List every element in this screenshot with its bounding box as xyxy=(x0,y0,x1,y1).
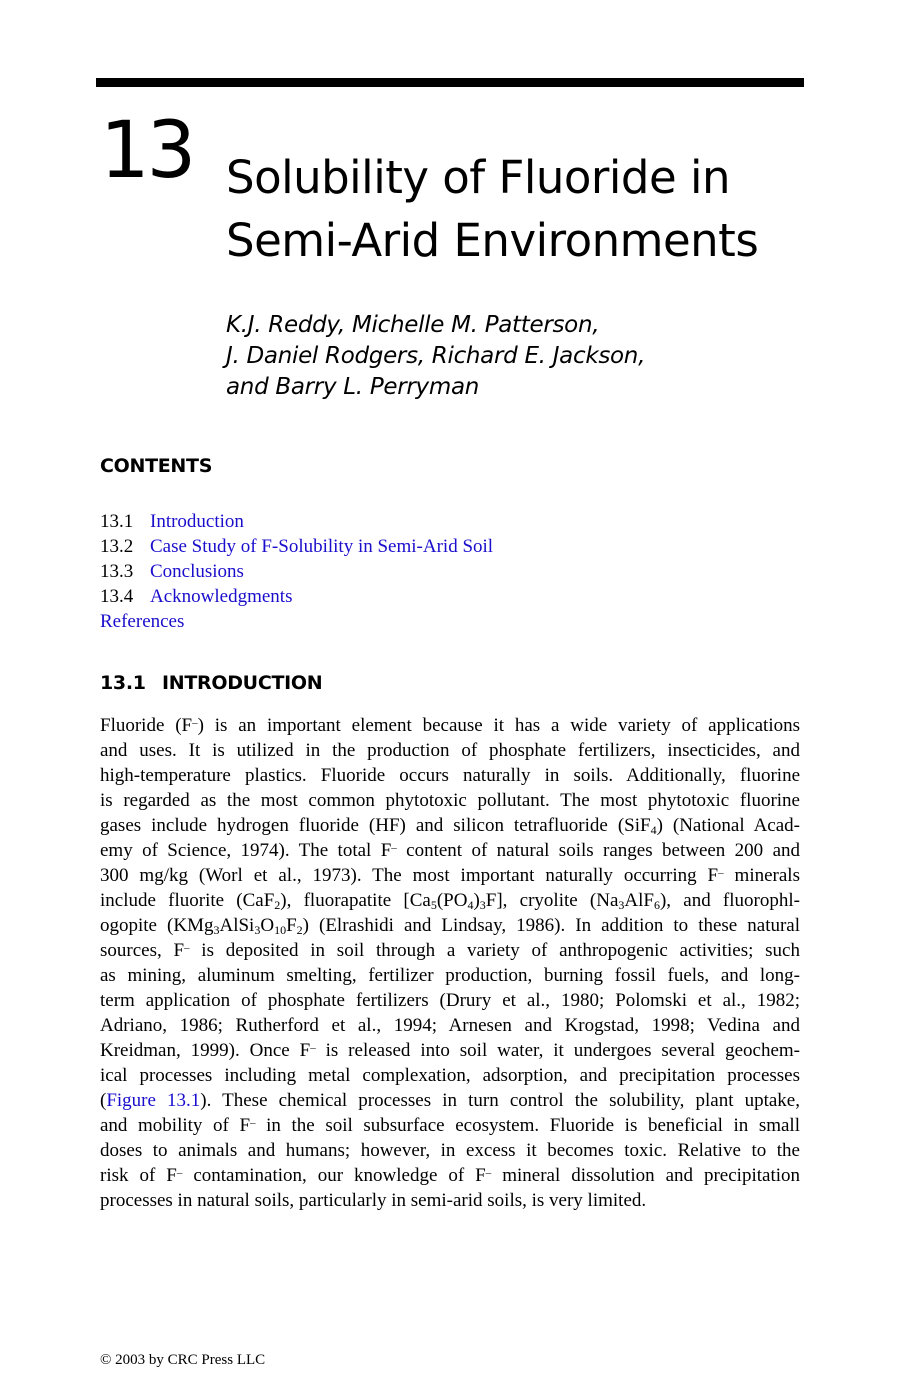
toc-item xyxy=(100,509,493,534)
text-line: is regarded as the most common phytotoxic pollutant. The most phytotoxic fluorine xyxy=(100,790,800,811)
body-paragraph xyxy=(100,713,800,1213)
text-line: ical processes including metal complexation, adsorption, and precipitation processes xyxy=(100,1065,800,1086)
toc-link-acknowledgments[interactable]: Acknowledgments xyxy=(150,586,293,607)
section-title: INTRODUCTION xyxy=(162,672,323,694)
text-line: (Figure 13.1). These chemical processes in turn control the solubility, plant uptake, xyxy=(100,1090,800,1111)
author-line: and Barry L. Perryman xyxy=(226,374,480,400)
text-line: and mobility of F– in the soil subsurface ecosystem. Fluoride is beneficial in small xyxy=(100,1115,800,1136)
chapter-number: 13 xyxy=(100,106,194,196)
text-line: Kreidman, 1999). Once F– is released into soil water, it undergoes several geochem- xyxy=(100,1040,800,1061)
text-line: doses to animals and humans; however, in excess it becomes toxic. Relative to the xyxy=(100,1140,800,1161)
chapter-title xyxy=(226,146,826,272)
text-line: and uses. It is utilized in the production of phosphate fertilizers, insecticides, and xyxy=(100,740,800,761)
toc-item xyxy=(100,534,493,559)
text-line: Fluoride (F–) is an important element because it has a wide variety of applications xyxy=(100,715,800,736)
contents-heading: CONTENTS xyxy=(100,455,213,477)
chapter-title-line: Semi-Arid Environments xyxy=(226,214,759,267)
table-of-contents xyxy=(100,509,493,634)
toc-item xyxy=(100,609,493,634)
text-line: include fluorite (CaF$_2$), fluorapatite $[Ca_5(PO_4)_3F]$, cryolite $(Na_3AlF_6)$, and fluorophl- xyxy=(100,890,800,912)
figure-13-1-link[interactable]: Figure 13.1 xyxy=(106,1090,201,1111)
text-line: processes in natural soils, particularly in semi-arid soils, is very limited. xyxy=(100,1190,647,1211)
toc-link-conclusions[interactable]: Conclusions xyxy=(150,561,244,582)
author-list xyxy=(226,310,645,403)
toc-item-number: 13.3 xyxy=(100,561,134,582)
author-line: K.J. Reddy, Michelle M. Patterson, xyxy=(226,312,600,338)
toc-item-number: 13.2 xyxy=(100,536,134,557)
text-line: emy of Science, 1974). The total F– content of natural soils ranges between 200 and xyxy=(100,840,801,861)
text-line: high-temperature plastics. Fluoride occurs naturally in soils. Additionally, fluorine xyxy=(100,765,800,786)
toc-item-number: 13.1 xyxy=(100,511,134,532)
text-line: Adriano, 1986; Rutherford et al., 1994; Arnesen and Krogstad, 1998; Vedina and xyxy=(100,1015,800,1036)
text-line: gases include hydrogen fluoride (HF) and silicon tetrafluoride (SiF$_4$) (National Acad- xyxy=(100,815,800,837)
section-number: 13.1 xyxy=(100,672,146,694)
toc-link-case-study[interactable]: Case Study of F-Solubility in Semi-Arid Soil xyxy=(150,536,494,557)
toc-item xyxy=(100,559,493,584)
text-line: ogopite $(KMg_3AlSi_3O_{10}F_2)$ (Elrashidi and Lindsay, 1986). In addition to these natural xyxy=(100,915,801,937)
text-line: sources, F– is deposited in soil through a variety of anthropogenic activities; such xyxy=(100,940,800,961)
chapter-top-rule xyxy=(96,78,804,87)
toc-link-introduction[interactable]: Introduction xyxy=(150,511,244,532)
author-line: J. Daniel Rodgers, Richard E. Jackson, xyxy=(226,343,646,369)
toc-item xyxy=(100,584,493,609)
text-line: 300 mg/kg (Worl et al., 1973). The most important naturally occurring F– minerals xyxy=(100,865,800,886)
text-line: as mining, aluminum smelting, fertilizer production, burning fossil fuels, and long- xyxy=(100,965,800,986)
copyright-footer: © 2003 by CRC Press LLC xyxy=(100,1352,266,1368)
toc-item-number: 13.4 xyxy=(100,586,134,607)
text-line: term application of phosphate fertilizers (Drury et al., 1980; Polomski et al., 1982; xyxy=(100,990,800,1011)
toc-link-references[interactable]: References xyxy=(100,611,185,632)
chapter-title-line: Solubility of Fluoride in xyxy=(226,151,730,204)
section-heading xyxy=(100,672,322,694)
text-line: risk of F– contamination, our knowledge of F– mineral dissolution and precipitation xyxy=(100,1165,801,1186)
